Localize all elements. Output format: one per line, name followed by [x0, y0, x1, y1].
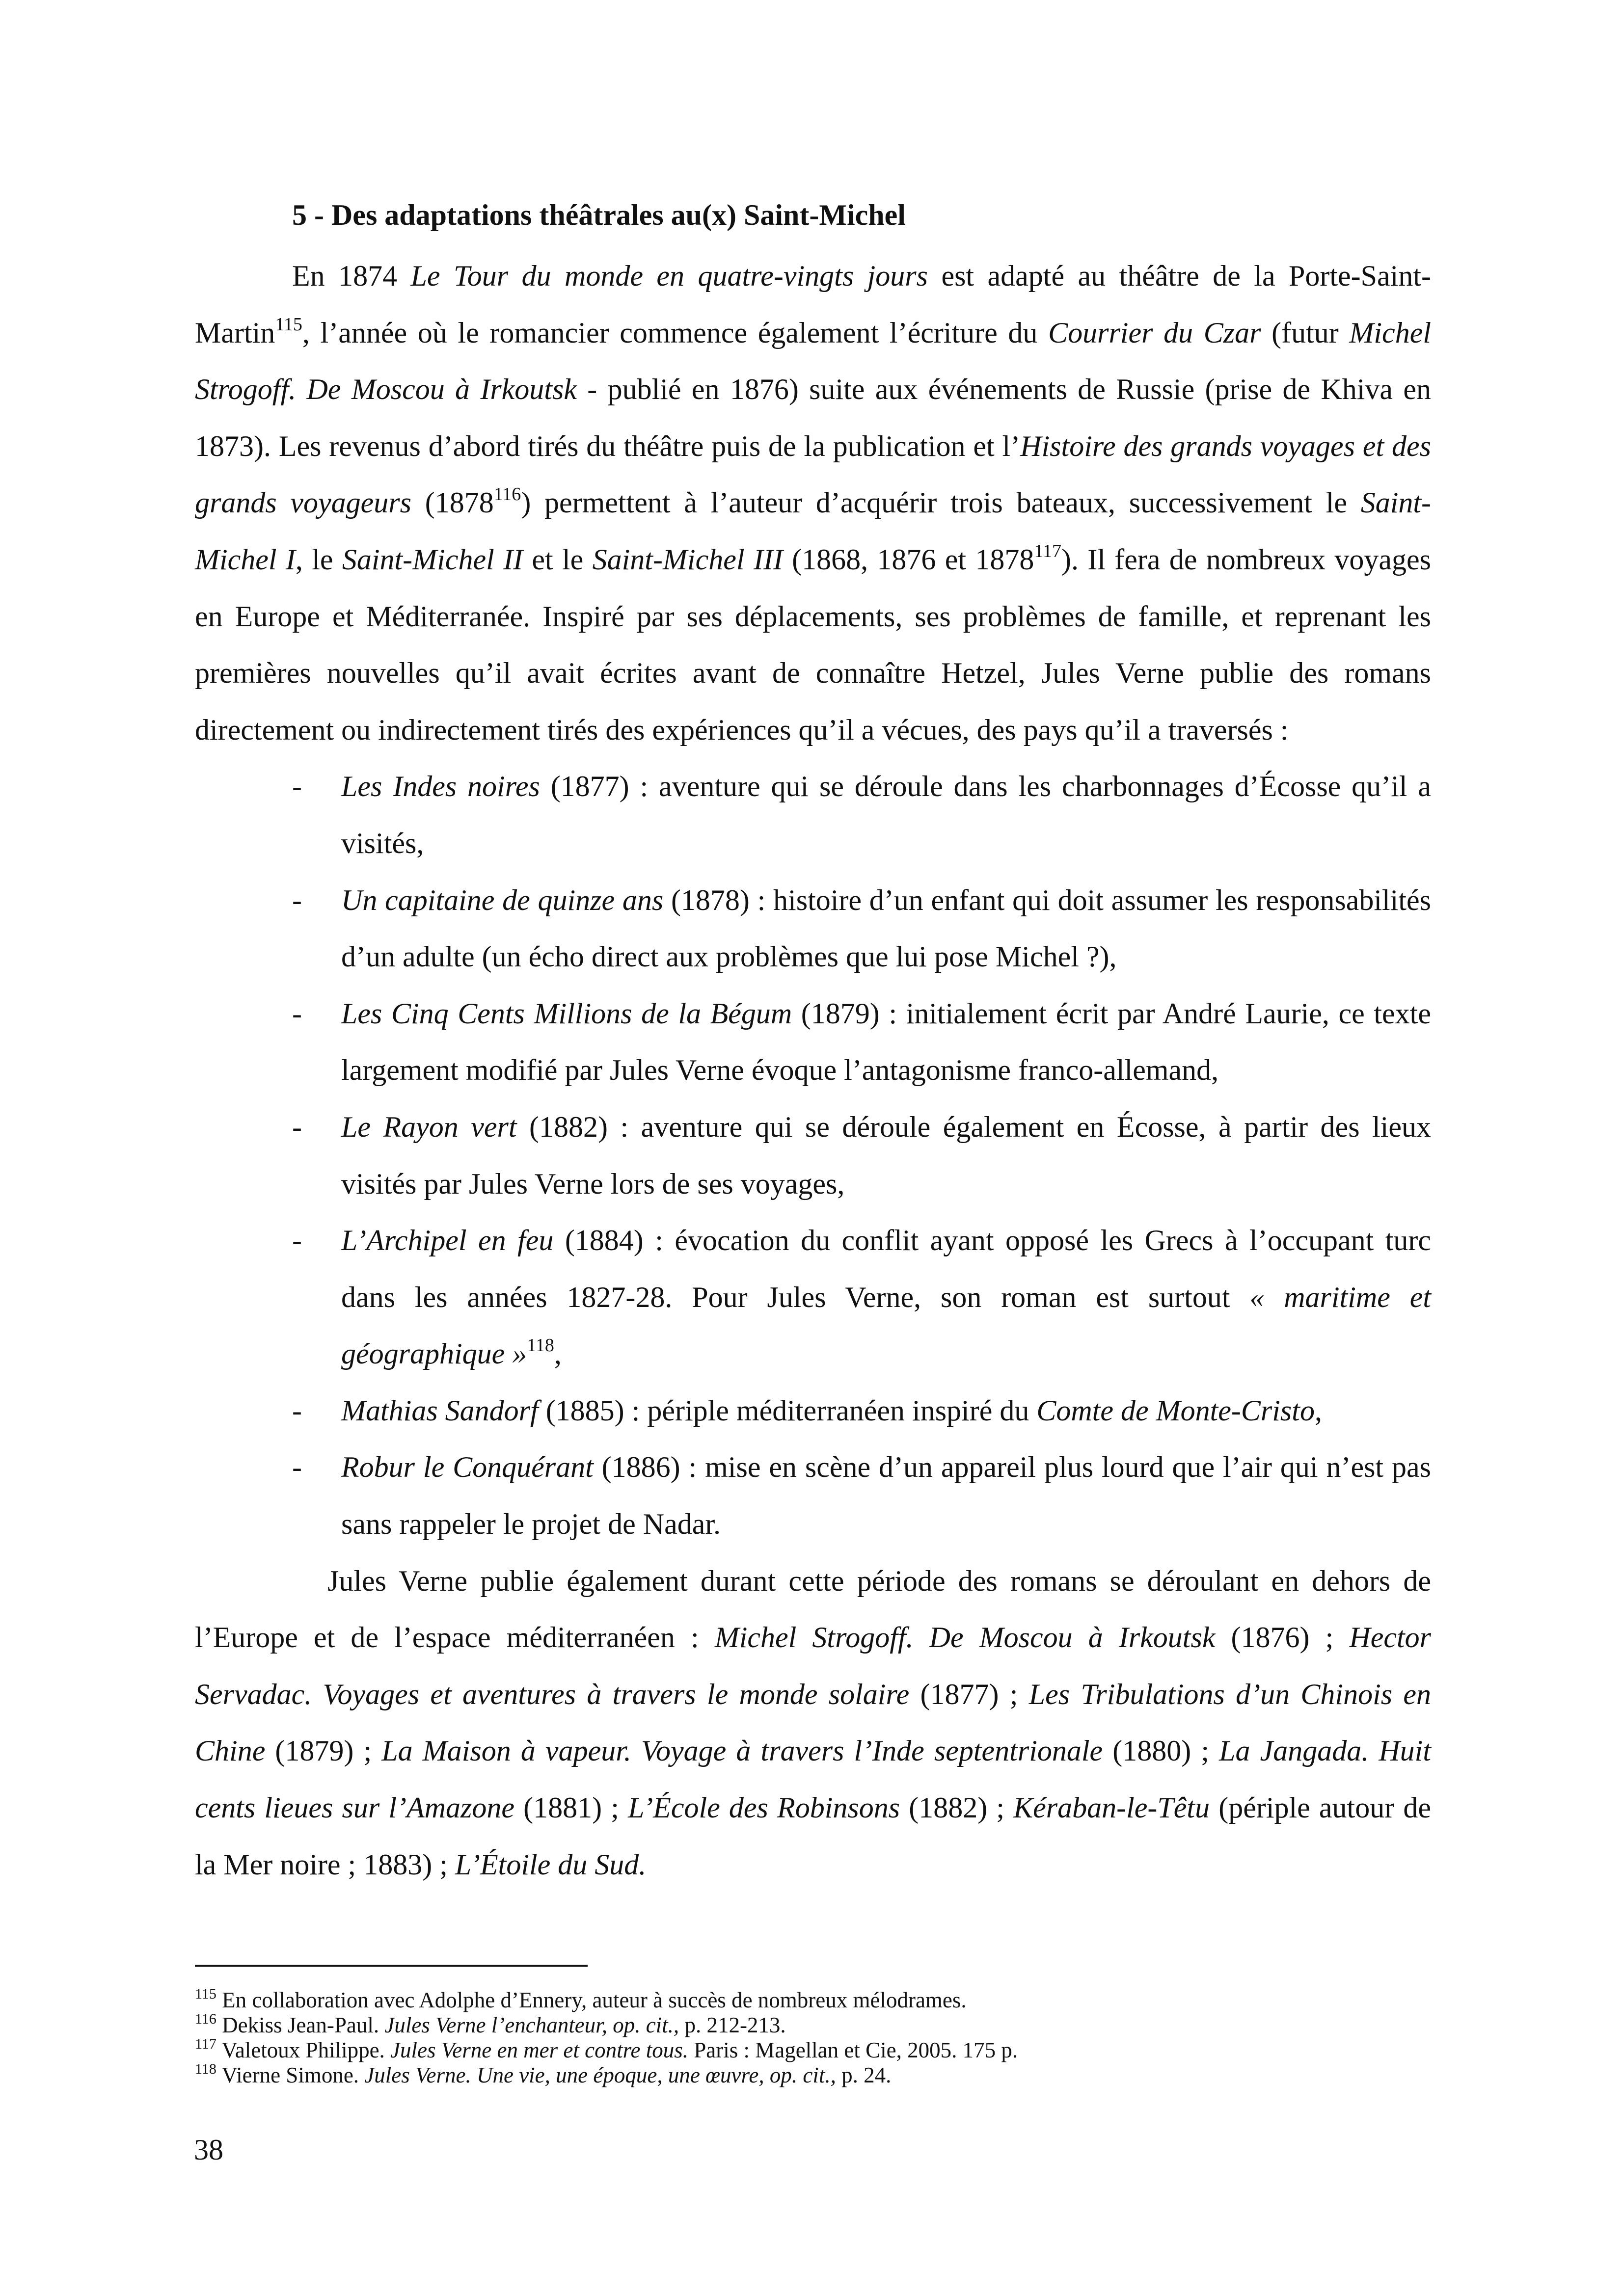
text-run: , [1314, 1394, 1322, 1427]
text-run: Jules Verne publie également durant cette période des romans se déroulant en dehors de l’Europe et de l’espace méditerranéen : [195, 1564, 1431, 1654]
italic-title: Kéraban-le-Têtu [1013, 1791, 1210, 1824]
footnote-116 [195, 2013, 1431, 2038]
footnote-text: Valetoux Philippe. [216, 2038, 391, 2062]
text-run: (1878 [411, 486, 494, 519]
section-heading: 5 - Des adaptations théâtrales au(x) Saint-Michel [292, 199, 906, 231]
italic-title: Histoire des grands voyages et des grands voyageurs [195, 429, 1431, 519]
footnotes [195, 1988, 1431, 2088]
text-run: (1881) ; [514, 1791, 628, 1824]
list-dash: - [292, 1394, 302, 1427]
paragraph-1 [195, 248, 1431, 758]
italic-title: Un capitaine de quinze ans [341, 883, 664, 916]
italic-title: Comte de Monte-Cristo [1036, 1394, 1315, 1427]
italic-title: Saint-Michel III [592, 543, 783, 576]
text-run: (1886) : mise en scène d’un appareil plus lourd que l’air qui n’est pas sans rappeler le projet de Nadar. [341, 1451, 1431, 1541]
italic-title: Le Tour du monde en quatre-vingts jours [410, 260, 928, 292]
footnote-number: 117 [195, 2036, 216, 2052]
italic-title: L’Étoile du Sud. [455, 1848, 647, 1881]
italic-title: Les Tribulations d’un Chinois en Chine [195, 1678, 1432, 1767]
text-run: (1882) : aventure qui se déroule également en Écosse, à partir des lieux visités par Jules Verne lors de ses voyages, [341, 1110, 1432, 1200]
list-dash: - [292, 883, 302, 916]
text-run: , le [295, 543, 342, 576]
text-run: (1884) : évocation du conflit ayant opposé les Grecs à l’occupant turc dans les années 1827-28. Pour Jules Verne, son roman est surtout [341, 1224, 1431, 1313]
italic-title: Robur le Conquérant [341, 1451, 594, 1484]
footnote-115 [195, 1988, 1431, 2013]
footnote-text: Vierne Simone. [216, 2063, 365, 2087]
footnote-italic: Jules Verne l’enchanteur, op. cit., [384, 2013, 679, 2037]
text-run: (1879) ; [265, 1735, 382, 1767]
list-item [195, 1212, 1431, 1383]
footnote-text: Paris : Magellan et Cie, 2005. 175 p. [688, 2038, 1018, 2062]
text-run: (1877) ; [909, 1678, 1029, 1710]
list-dash: - [292, 770, 302, 803]
text-run: (1880) ; [1103, 1735, 1219, 1767]
footnote-ref-116[interactable]: 116 [493, 484, 521, 505]
text-run: , [554, 1337, 562, 1370]
italic-title: Michel Strogoff. De Moscou à Irkoutsk [714, 1621, 1216, 1654]
footnote-117 [195, 2038, 1431, 2063]
list-item [195, 872, 1431, 986]
italic-title: Saint-Michel II [342, 543, 523, 576]
text-run: et le [523, 543, 593, 576]
list-dash: - [292, 1451, 302, 1484]
footnote-italic: Jules Verne en mer et contre tous. [390, 2038, 688, 2062]
footnote-ref-115[interactable]: 115 [275, 314, 302, 335]
italic-title: Les Cinq Cents Millions de la Bégum [341, 997, 792, 1030]
text-run: (1878) : histoire d’un enfant qui doit assumer les responsabilités d’un adulte (un écho direct aux problèmes que lui pose Michel ?), [341, 883, 1431, 973]
italic-title: L’Archipel en feu [341, 1224, 554, 1257]
italic-title: La Maison à vapeur. Voyage à travers l’Inde septentrionale [381, 1735, 1103, 1767]
text-run: , l’année où le romancier commence également l’écriture du [302, 316, 1049, 349]
text-run: En 1874 [292, 260, 411, 292]
text-run: (périple autour de la Mer noire ; 1883) ; [195, 1791, 1431, 1881]
list-item [195, 1383, 1431, 1440]
footnote-118 [195, 2063, 1431, 2088]
list-item [195, 758, 1431, 872]
text-run: - publié en 1876) suite aux événements de Russie (prise de Khiva en 1873). Les revenus d’abord tirés du théâtre puis de la publication et l’ [195, 373, 1431, 462]
italic-title: L’École des Robinsons [628, 1791, 900, 1824]
footnote-number: 116 [195, 2011, 216, 2027]
list-dash: - [292, 1224, 302, 1257]
italic-title: Hector Servadac. Voyages et aventures à travers le monde solaire [195, 1621, 1431, 1710]
footnote-ref-118[interactable]: 118 [527, 1335, 554, 1356]
text-run: est adapté au théâtre de la Porte-Saint-Martin [195, 260, 1431, 349]
footnote-number: 118 [195, 2061, 216, 2077]
text-run: ). Il fera de nombreux voyages en Europe et Méditerranée. Inspiré par ses déplacements, ses problèmes de famille, et reprenant les premières nouvelles qu’il avait écrites avant de connaître Hetzel, Jules Verne publie des romans directement ou indirectement tirés des expériences qu’il a vécues, des pays qu’il a traversés : [195, 543, 1431, 746]
footnote-text: Dekiss Jean-Paul. [216, 2013, 385, 2037]
text-run: (1879) : initialement écrit par André Laurie, ce texte largement modifié par Jules Verne évoque l’antagonisme franco-allemand, [341, 997, 1431, 1087]
paragraph-2 [195, 1553, 1431, 1894]
footnote-text: En collaboration avec Adolphe d’Ennery, auteur à succès de nombreux mélodrames. [216, 1988, 967, 2012]
text-run: (futur [1261, 316, 1350, 349]
footnote-number: 115 [195, 1986, 216, 2002]
body-text [195, 248, 1431, 1893]
footnote-text: p. 24. [836, 2063, 892, 2087]
text-run: (1868, 1876 et 1878 [783, 543, 1034, 576]
italic-title: Saint-Michel I [195, 486, 1432, 576]
list-item [195, 1439, 1431, 1552]
italic-title: Les Indes noires [341, 770, 540, 803]
italic-quote: « maritime et géographique » [341, 1281, 1431, 1370]
italic-title: Mathias Sandorf [341, 1394, 539, 1427]
footnote-italic: Jules Verne. Une vie, une époque, une œuvre, op. cit., [364, 2063, 836, 2087]
list-item [195, 986, 1431, 1099]
italic-title: Courrier du Czar [1048, 316, 1261, 349]
text-run: ) permettent à l’auteur d’acquérir trois bateaux, successivement le [521, 486, 1361, 519]
list-item [195, 1099, 1431, 1212]
text-run: (1877) : aventure qui se déroule dans les charbonnages d’Écosse qu’il a visités, [341, 770, 1431, 859]
list-dash: - [292, 997, 302, 1030]
italic-title: Michel Strogoff. De Moscou à Irkoutsk [195, 316, 1431, 406]
footnote-text: p. 212-213. [679, 2013, 786, 2037]
text-run: (1885) : périple méditerranéen inspiré du [538, 1394, 1037, 1427]
footnote-ref-117[interactable]: 117 [1034, 540, 1061, 561]
text-run: (1876) ; [1215, 1621, 1350, 1654]
italic-title: Le Rayon vert [341, 1110, 517, 1143]
italic-title: La Jangada. Huit cents lieues sur l’Amazone [195, 1735, 1431, 1824]
list-dash: - [292, 1110, 302, 1143]
text-run: (1882) ; [900, 1791, 1014, 1824]
novel-list [195, 758, 1431, 1552]
page-number: 38 [194, 2134, 223, 2166]
footnote-separator [195, 1965, 588, 1967]
